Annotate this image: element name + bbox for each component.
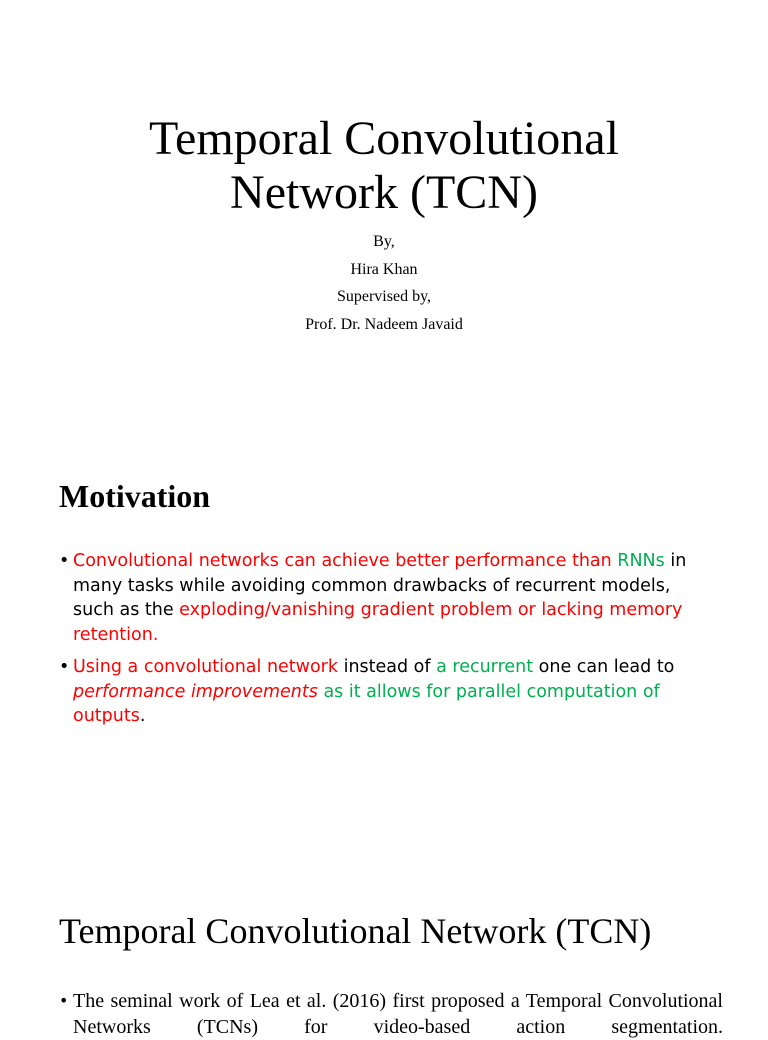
motivation-bullets (59, 549, 709, 737)
bullet1-segment: RNNs (617, 551, 665, 571)
bullet2-segment: performance improvements (73, 681, 318, 702)
tcn-paragraph-text: The seminal work of Lea et al. (2016) first proposed a Temporal Convolutional Networks (TCNs) for video-based action segmentation. (73, 990, 723, 1038)
title-line-2: Network (TCN) (230, 166, 538, 219)
bullet2-segment: . (139, 706, 146, 726)
bullet1-segment: exploding/vanishing gradient problem or lacking memory retention. (73, 600, 683, 645)
tcn-slide (0, 860, 768, 1038)
bullet2-segment: as it allows for parallel computation of (317, 681, 660, 702)
bullet2-segment: a recurrent (436, 657, 534, 677)
by-label: By, (373, 233, 395, 250)
slide-title (0, 112, 768, 220)
motivation-heading: Motivation (59, 478, 211, 514)
bullet2-segment: one can lead to (533, 657, 675, 677)
motivation-slide (0, 420, 768, 860)
bullet2-segment: outputs (73, 706, 140, 726)
tcn-paragraph (59, 988, 723, 1040)
bullet1-segment: Convolutional networks can achieve better performance than (73, 551, 618, 571)
bullet2-segment: Using a convolutional network (73, 657, 339, 677)
bullet1-segment: in many tasks while avoiding common drawbacks of recurrent models, such as the (73, 551, 687, 620)
bullet2-segment: instead of (338, 657, 437, 677)
bullet-item (59, 655, 709, 729)
supervised-label: Supervised by, (336, 288, 432, 305)
bullet-dot-icon: • (59, 991, 69, 1010)
bullet-dot-icon: • (59, 657, 70, 677)
author-name: Hira Khan (350, 260, 418, 278)
title-line-1: Temporal Convolutional (149, 112, 619, 165)
byline (0, 228, 768, 338)
title-slide (0, 0, 768, 420)
tcn-heading: Temporal Convolutional Network (TCN) (59, 911, 652, 951)
bullet-dot-icon: • (59, 551, 70, 571)
bullet-item (59, 549, 709, 647)
supervisor-name: Prof. Dr. Nadeem Javaid (305, 315, 463, 333)
